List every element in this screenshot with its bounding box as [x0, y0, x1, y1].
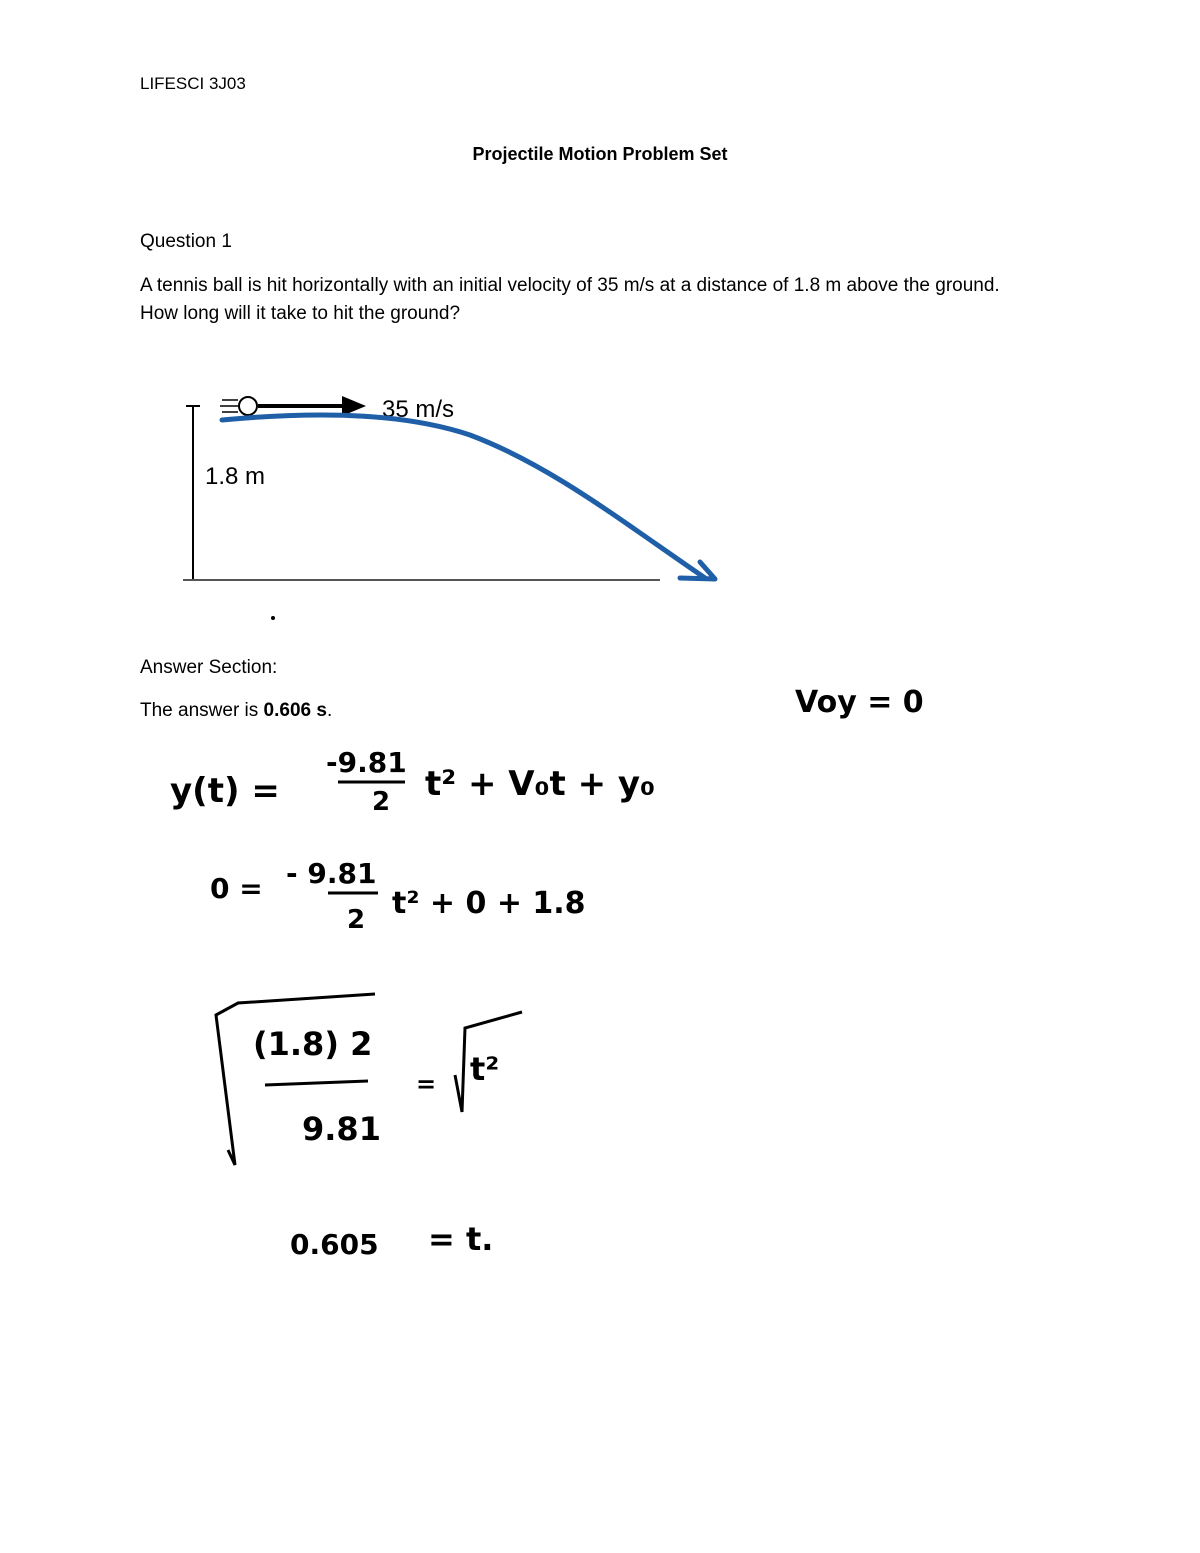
hw-eq2-den: 2 — [347, 905, 366, 935]
course-code: LIFESCI 3J03 — [140, 74, 246, 93]
hw-eq2-lhs: 0 = — [210, 872, 263, 905]
hw-eq3-num: (1.8) 2 — [253, 1025, 373, 1063]
document-title: Projectile Motion Problem Set — [472, 144, 728, 164]
hw-eq4-rhs: = t. — [428, 1220, 494, 1258]
answer-suffix: . — [326, 700, 333, 721]
hw-eq2-num: - 9.81 — [286, 857, 377, 890]
hw-eq3-den: 9.81 — [302, 1110, 381, 1148]
hw-eq3-eq: = — [416, 1070, 437, 1098]
hw-eq3-rhs: t² — [470, 1050, 500, 1088]
hw-eq3-bar — [265, 1081, 368, 1085]
question-heading: Question 1 — [140, 231, 232, 252]
hw-voy: Voy = 0 — [795, 685, 924, 720]
hw-eq1-rest: t² + V₀t + y₀ — [425, 764, 655, 804]
answer-prefix: The answer is — [140, 700, 264, 721]
hw-eq1-den: 2 — [372, 787, 391, 817]
question-text: A tennis ball is hit horizontally with an initial velocity of 35 m/s at a distance of 1.8 m above the ground. How long will it take to hit the ground? — [140, 275, 1000, 324]
answer-heading: Answer Section: — [140, 657, 278, 678]
velocity-label: 35 m/s — [382, 396, 455, 423]
height-label: 1.8 m — [205, 463, 266, 490]
hw-eq1-lhs: y(t) = — [170, 771, 280, 811]
hw-eq1-num: -9.81 — [326, 746, 407, 779]
hw-eq2-rest: t² + 0 + 1.8 — [392, 886, 586, 921]
hw-eq4: 0.605 — [290, 1228, 379, 1261]
answer-value: 0.606 s — [263, 700, 327, 721]
